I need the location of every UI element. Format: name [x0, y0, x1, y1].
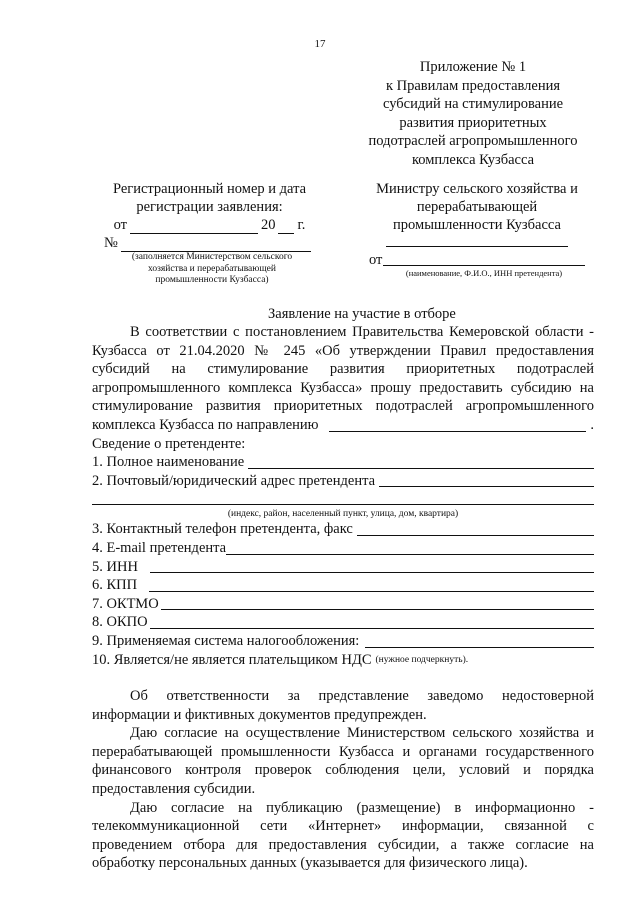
appendix-line: комплекса Кузбасса: [411, 151, 535, 168]
registration-note-line: промышленности Кузбасса): [155, 275, 269, 285]
field-row-kpp: [92, 576, 594, 595]
appendix-line: подотраслей агропромышленного: [368, 133, 578, 149]
paragraph-line: Об ответственности за представление заведомо недостоверной: [130, 688, 594, 705]
registration-note-line: (заполняется Министерством сельского: [131, 252, 293, 262]
address-note: (индекс, район, населенный пункт, улица, дом, квартира): [227, 509, 459, 520]
registration-date-row: [92, 216, 327, 234]
appendix-line: субсидий на стимулирование: [382, 96, 564, 112]
direction-row: [92, 416, 594, 435]
addressee-line: промышленности Кузбасса: [393, 217, 561, 233]
from-label: от: [113, 217, 127, 233]
paragraph-line: телекоммуникационной сети «Интернет» информации, связанной с: [92, 818, 594, 835]
appendix-line: к Правилам предоставления: [385, 77, 561, 94]
field-row-phone: [92, 520, 594, 539]
registration-note: [112, 252, 312, 287]
registration-label: регистрации заявления:: [136, 199, 283, 215]
field-label: 4. E-mail претендента: [92, 539, 227, 556]
addressee-line: перерабатывающей: [416, 199, 538, 215]
paragraph-line: информации и фиктивных документов предупрежден.: [92, 706, 427, 723]
okpo-field[interactable]: [150, 616, 594, 629]
paragraph-line: проведением отбора для предоставления субсидии, а также согласие на: [92, 836, 594, 853]
intro-line: В соответствии с постановлением Правительства Кемеровской области -: [130, 324, 594, 340]
field-label: 8. ОКПО: [92, 614, 148, 631]
year-prefix: 20: [260, 217, 276, 233]
registration-date-field[interactable]: [130, 220, 258, 234]
field-label: 6. КПП: [92, 577, 138, 594]
field-row-address: [92, 472, 594, 491]
appendix-line: Приложение № 1: [419, 59, 527, 75]
paragraph-line: Даю согласие на осуществление Министерством сельского хозяйства и: [130, 725, 594, 742]
applicant-name-note: (наименование, Ф.И.О., ИНН претендента): [405, 268, 563, 278]
field-row-address-cont: [92, 490, 594, 508]
intro-line: комплекса Кузбасса по направлению: [92, 416, 319, 433]
address-field-continued[interactable]: [92, 492, 594, 505]
field-row-vat: [92, 651, 594, 670]
field-row-full-name: [92, 453, 594, 472]
addressee-line: Министру сельского хозяйства и: [376, 181, 578, 197]
field-label: 9. Применяемая система налогообложения:: [92, 632, 360, 649]
full-name-field[interactable]: [248, 456, 594, 469]
registration-label: Регистрационный номер и дата: [112, 181, 307, 197]
phone-field[interactable]: [357, 523, 594, 536]
year-field[interactable]: [278, 220, 294, 234]
year-suffix: г.: [297, 217, 306, 233]
addressee-block: [364, 180, 590, 234]
addressee-name-field[interactable]: [386, 246, 568, 247]
application-body: [92, 323, 594, 873]
appendix-line: развития приоритетных: [399, 114, 547, 131]
registration-block: [92, 180, 327, 252]
kpp-field[interactable]: [149, 579, 594, 592]
registration-number-field[interactable]: [121, 238, 311, 252]
field-label: 2. Почтовый/юридический адрес претендента: [92, 472, 376, 489]
field-label: 10. Является/не является плательщиком НДС: [92, 651, 372, 668]
intro-line: Кузбасса от 21.04.2020 № 245 «Об утверждении Правил предоставления: [92, 342, 594, 359]
field-row-inn: [92, 558, 594, 577]
appendix-header: [357, 58, 589, 169]
direction-period: .: [590, 416, 594, 433]
inn-field[interactable]: [150, 560, 594, 573]
field-row-tax-system: [92, 632, 594, 651]
document-title: Заявление на участие в отборе: [268, 306, 456, 322]
page-number: 17: [314, 38, 326, 50]
number-sign: №: [104, 235, 118, 251]
oktmo-field[interactable]: [161, 597, 594, 610]
registration-note-line: хозяйства и перерабатывающей: [148, 263, 276, 274]
address-field[interactable]: [379, 474, 594, 487]
direction-field[interactable]: [329, 419, 587, 432]
field-label: 3. Контактный телефон претендента, факс: [92, 521, 353, 538]
registration-number-row: [104, 234, 327, 252]
email-field[interactable]: [226, 542, 594, 555]
intro-line: стимулирование развития приоритетных подотраслей агропромышленного: [92, 398, 594, 415]
field-row-okpo: [92, 613, 594, 632]
paragraph-line: предоставления субсидии.: [92, 781, 256, 798]
paragraph-line: Даю согласие на публикацию (размещение) в информационно -: [130, 799, 594, 816]
tax-system-field[interactable]: [365, 635, 594, 648]
applicant-header: Сведение о претенденте:: [92, 435, 246, 452]
field-label: 7. ОКТМО: [92, 595, 159, 612]
applicant-name-field[interactable]: [383, 265, 585, 266]
paragraph-line: перерабатывающей промышленности Кузбасса и органами государственного: [92, 743, 594, 760]
field-label: 1. Полное наименование: [92, 454, 245, 471]
field-row-oktmo: [92, 595, 594, 614]
paragraph-line: финансового контроля проверок соблюдения цели, условий и порядка: [92, 762, 594, 779]
field-row-email: [92, 539, 594, 558]
paragraph-line: обработку персональных данных (указывается для физического лица).: [92, 855, 528, 872]
field-label: 5. ИНН: [92, 558, 138, 575]
intro-line: агропромышленного комплекса Кузбасса» прошу предоставить субсидию на: [92, 379, 594, 396]
vat-note: (нужное подчеркнуть).: [375, 654, 469, 665]
intro-line: субсидий на стимулирование развития приоритетных подотраслей: [92, 361, 594, 378]
applicant-from-label: от: [369, 252, 383, 268]
